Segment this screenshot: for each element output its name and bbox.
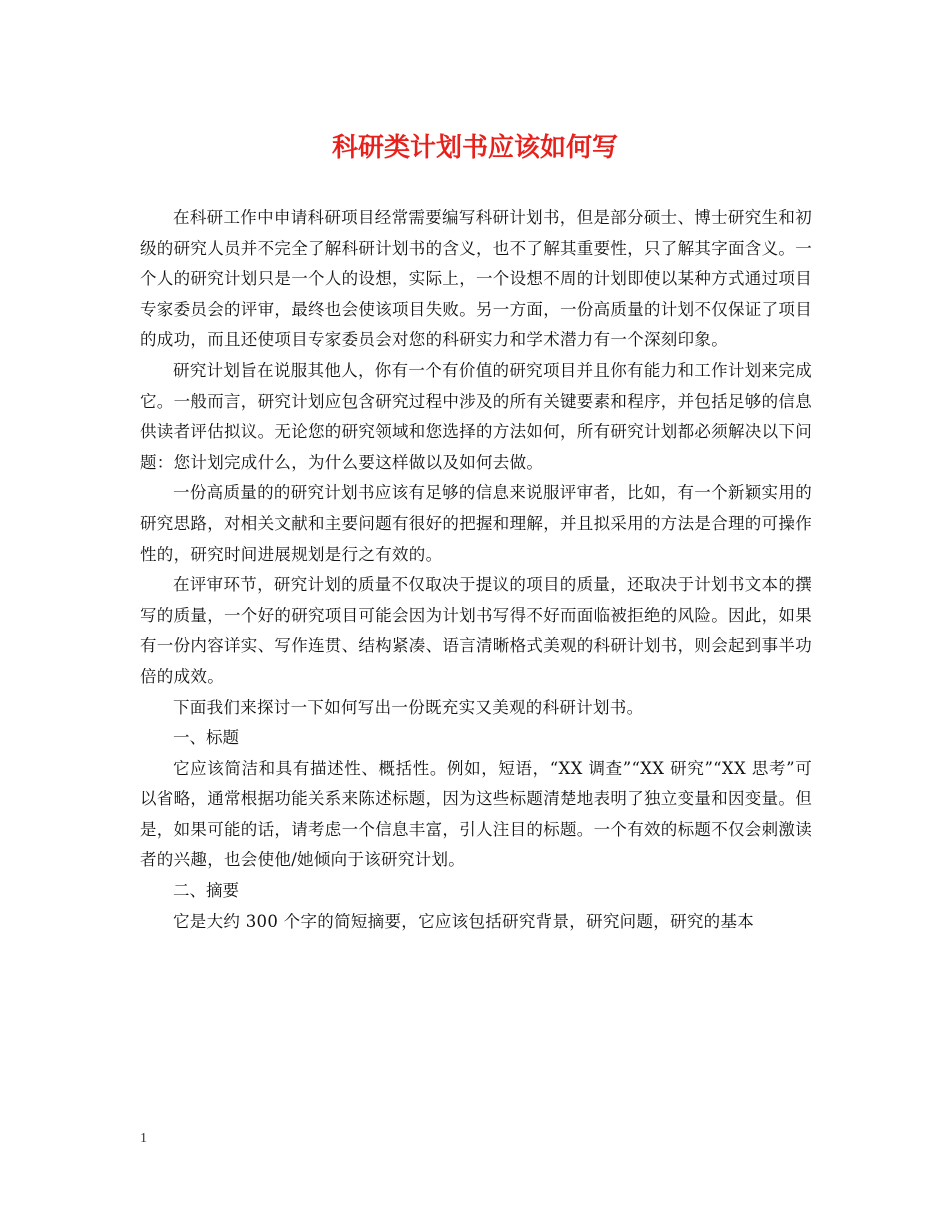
paragraph-intro: 在科研工作中申请科研项目经常需要编写科研计划书，但是部分硕士、博士研究生和初级的研究人员并不完全了解科研计划书的含义，也不了解其重要性，只了解其字面含义。一个人的研究计划只是一个人的设想，实际上，一个设想不周的计划即使以某种方式通过项目专家委员会的评审，最终也会使该项目失败。另一方面，一份高质量的计划不仅保证了项目的成功，而且还使项目专家委员会对您的科研实力和学术潜力有一个深刻印象。 <box>140 208 812 350</box>
paragraph-review: 在评审环节，研究计划的质量不仅取决于提议的项目的质量，还取决于计划书文本的撰写的质量，一个好的研究项目可能会因为计划书写得不好而面临被拒绝的风险。因此，如果有一份内容详实、写作连贯、结构紧凑、语言清晰格式美观的科研计划书，则会起到事半功倍的成效。 <box>140 575 812 686</box>
section-text-abstract: 它是大约 300 个字的简短摘要，它应该包括研究背景，研究问题，研究的基本 <box>173 911 755 931</box>
section-heading-title: 一、标题 <box>173 728 239 748</box>
paragraph-quality: 一份高质量的的研究计划书应该有足够的信息来说服评审者，比如，有一个新颖实用的研究思路，对相关文献和主要问题有很好的把握和理解，并且拟采用的方法是合理的可操作性的，研究时间进展规划是行之有效的。 <box>140 483 812 564</box>
document-body <box>140 203 812 937</box>
section-text-title: 它应该简洁和具有描述性、概括性。例如，短语，“XX 调查”“XX 研究”“XX 思考”可以省略，通常根据功能关系来陈述标题，因为这些标题清楚地表明了独立变量和因变量。但是，如果可能的话，请考虑一个信息丰富，引人注目的标题。一个有效的标题不仅会刺激读者的兴趣，也会使他/她倾向于该研究计划。 <box>140 758 812 870</box>
document-title: 科研类计划书应该如何写 <box>331 133 618 163</box>
section-heading-abstract: 二、摘要 <box>173 881 239 901</box>
page-number: 1 <box>140 1131 147 1146</box>
paragraph-transition: 下面我们来探讨一下如何写出一份既充实又美观的科研计划书。 <box>173 697 644 717</box>
paragraph-purpose: 研究计划旨在说服其他人，你有一个有价值的研究项目并且你有能力和工作计划来完成它。一般而言，研究计划应包含研究过程中涉及的所有关键要素和程序，并包括足够的信息供读者评估拟议。无论您的研究领域和您选择的方法如何，所有研究计划都必须解决以下问题：您计划完成什么，为什么要这样做以及如何去做。 <box>140 360 812 472</box>
